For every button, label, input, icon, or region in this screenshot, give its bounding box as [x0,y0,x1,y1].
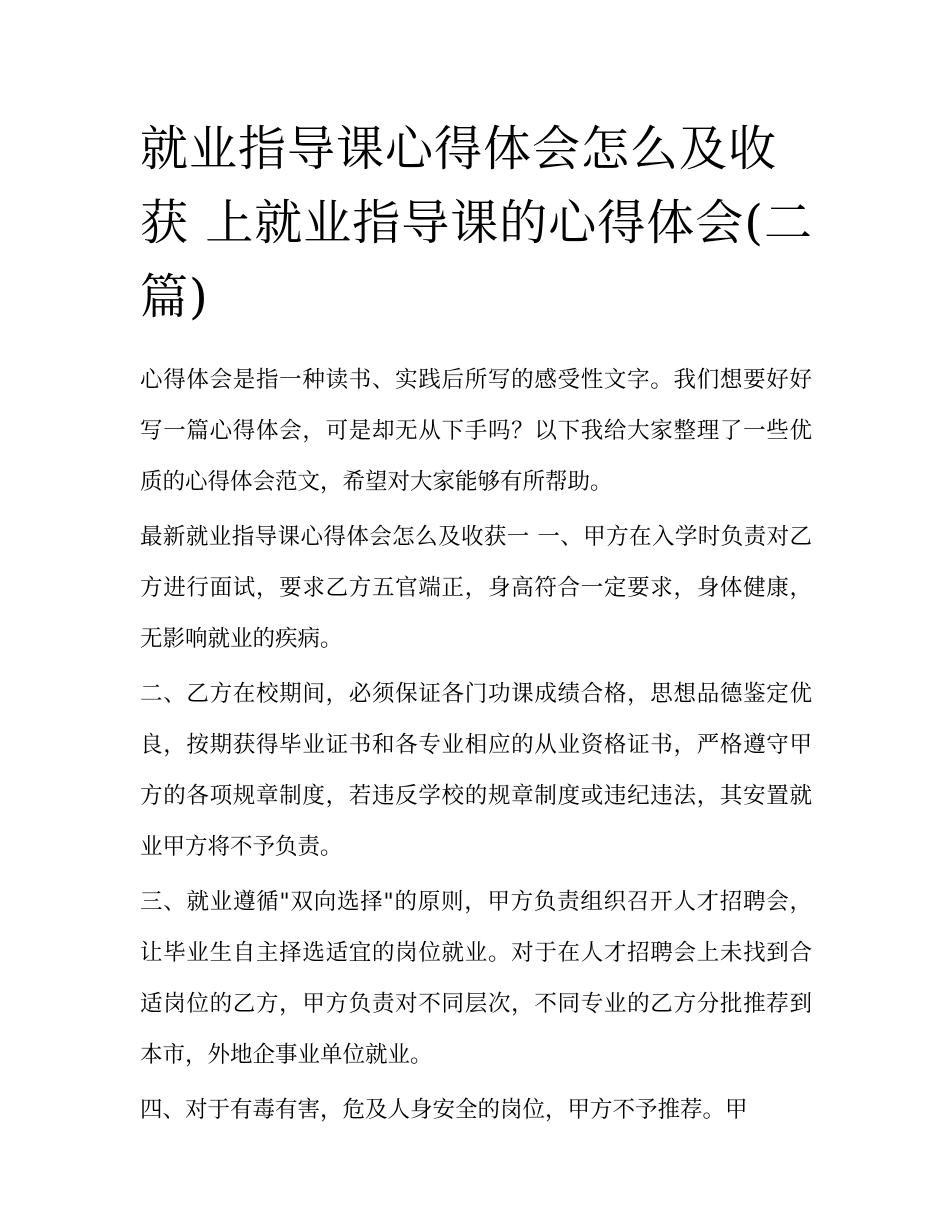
paragraph-section-3: 三、就业遵循"双向选择"的原则，甲方负责组织召开人才招聘会，让毕业生自主择选适宜的岗位就业。对于在人才招聘会上未找到合适岗位的乙方，甲方负责对不同层次，不同专业的乙方分批推荐到本市，外地企事业单位就业。 [140,889,812,1068]
paragraph-section-1: 最新就业指导课心得体会怎么及收获一 一、甲方在入学时负责对乙方进行面试，要求乙方五官端正，身高符合一定要求，身体健康，无影响就业的疾病。 [140,524,812,652]
paragraph-section-2: 二、乙方在校期间，必须保证各门功课成绩合格，思想品德鉴定优良，按期获得毕业证书和各专业相应的从业资格证书，严格遵守甲方的各项规章制度，若违反学校的规章制度或违纪违法，其安置就业甲方将不予负责。 [140,681,812,860]
document-body [140,355,812,1140]
document-title: 就业指导课心得体会怎么及收获 上就业指导课的心得体会(二篇) [140,121,813,325]
paragraph-section-4: 四、对于有毒有害，危及人身安全的岗位，甲方不予推荐。甲 [140,1097,748,1123]
paragraph-intro: 心得体会是指一种读书、实践后所写的感受性文字。我们想要好好写一篇心得体会，可是却无从下手吗？以下我给大家整理了一些优质的心得体会范文，希望对大家能够有所帮助。 [140,367,812,495]
